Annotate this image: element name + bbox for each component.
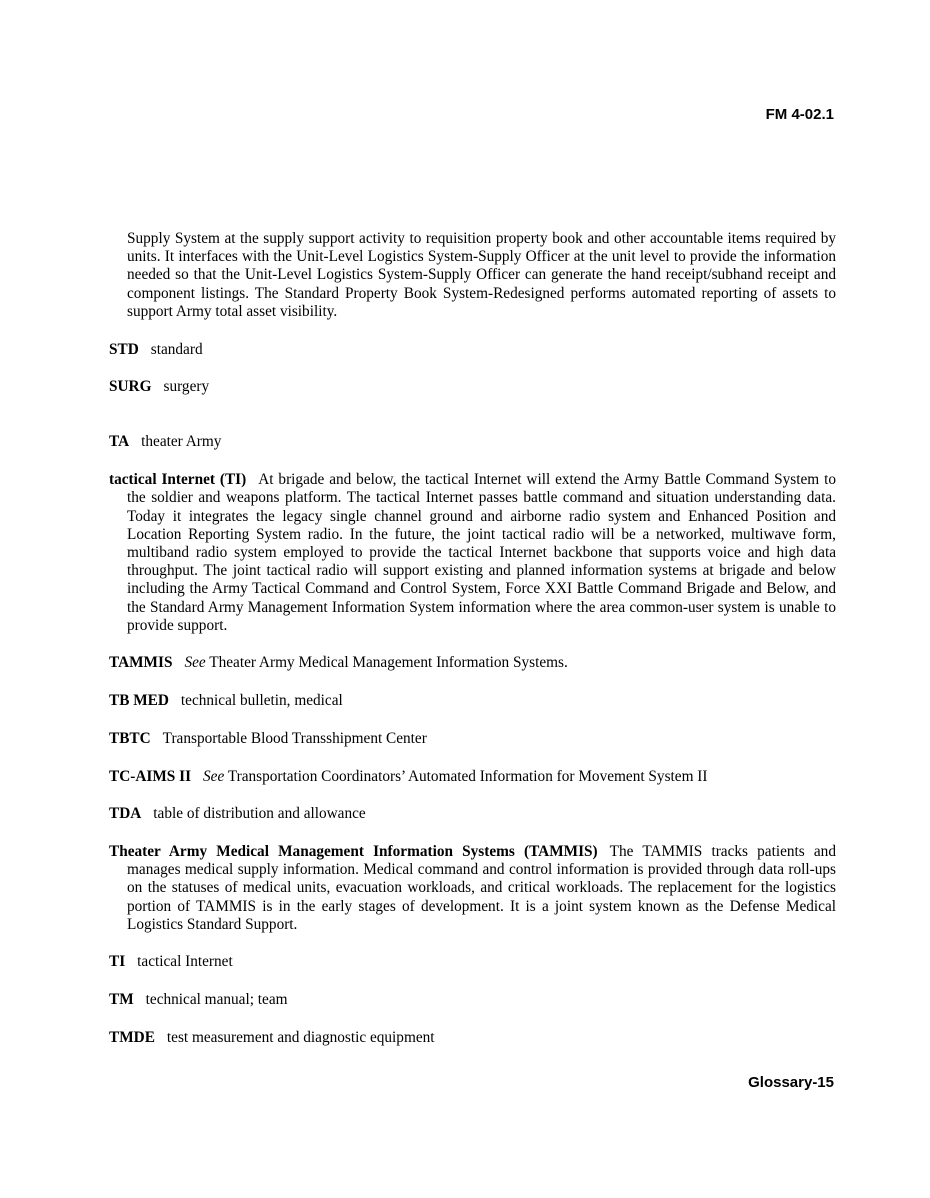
glossary-term: TB MED [109,692,169,710]
glossary-entry-tda [109,805,836,823]
glossary-definition: Theater Army Medical Management Information Systems. [209,654,568,672]
glossary-definition: test measurement and diagnostic equipment [166,1028,435,1046]
glossary-term: TMDE [109,1028,155,1046]
glossary-term: tactical Internet (TI) [109,471,247,489]
glossary-term: SURG [109,378,152,396]
glossary-definition: At brigade and below, the tactical Internet will extend the Army Battle Command System to the soldier and weapons platform. The tactical Internet passes battle command and situation understanding data. Today it integrates the legacy single channel ground and airborne radio system and Enhanced Position and Location Reporting System radio. In the future, the joint tactical radio will be a networked, multiwave form, multiband radio system employed to provide the tactical Internet backbone that supports voice and high data throughput. The joint tactical radio will support existing and planned information systems at brigade and below including the Army Tactical Command and Control System, Force XXI Battle Command Brigade and Below, and the Standard Army Management Information System information where the area common-user system is unable to provide support. [127,471,836,634]
glossary-entry-tmde [109,1029,836,1047]
glossary-entry-ti [109,953,836,971]
glossary-entry-tm [109,991,836,1009]
page-number-footer: Glossary-15 [748,1074,834,1091]
glossary-definition: tactical Internet [137,953,233,971]
glossary-definition: standard [150,340,203,358]
glossary-definition: surgery [163,378,210,396]
glossary-term: TA [109,433,130,451]
glossary-entry-tammis [109,654,836,672]
continued-definition: Supply System at the supply support activity to requisition property book and other accountable items required by units. It interfaces with the Unit-Level Logistics System-Supply Officer at the unit level to provide the information needed so that the Unit-Level Logistics System-Supply Officer can generate the hand receipt/subhand receipt and component listings. The Standard Property Book System-Redesigned performs automated reporting of assets to support Army total asset visibility. [127,230,836,320]
glossary-entry-tb-med [109,692,836,710]
glossary-definition: Transportable Blood Transshipment Center [162,729,427,747]
glossary-entry-tc-aims [109,768,836,786]
glossary-definition: table of distribution and allowance [153,805,366,823]
see-reference: See [184,654,206,672]
glossary-entry-ta [109,433,836,451]
glossary-body [109,230,836,1067]
document-id-header: FM 4-02.1 [765,106,834,123]
glossary-definition: technical manual; team [145,991,288,1009]
glossary-term: TAMMIS [109,654,173,672]
glossary-term: TM [109,991,134,1009]
glossary-entry-surg [109,378,836,396]
glossary-term: TI [109,953,126,971]
glossary-entry-tactical-internet [109,471,836,635]
glossary-term: TBTC [109,729,151,747]
glossary-entry-std [109,341,836,359]
glossary-entry-theater-army-mmis [109,843,836,934]
glossary-definition: The TAMMIS tracks patients and manages medical supply information. Medical command and control information is provided through data roll-ups on the statuses of medical units, evacuation workloads, and critical workloads. The replacement for the logistics portion of TAMMIS is in the early stages of development. It is a joint system known as the Defense Medical Logistics Standard Support. [127,842,836,933]
glossary-term: STD [109,340,139,358]
glossary-term: TC-AIMS II [109,767,192,785]
glossary-entry-tbtc [109,730,836,748]
glossary-definition: theater Army [141,433,222,451]
glossary-definition: Transportation Coordinators’ Automated Information for Movement System II [227,767,708,785]
glossary-term: Theater Army Medical Management Information Systems (TAMMIS) [109,842,598,860]
glossary-term: TDA [109,805,142,823]
glossary-definition: technical bulletin, medical [180,692,343,710]
see-reference: See [203,767,225,785]
